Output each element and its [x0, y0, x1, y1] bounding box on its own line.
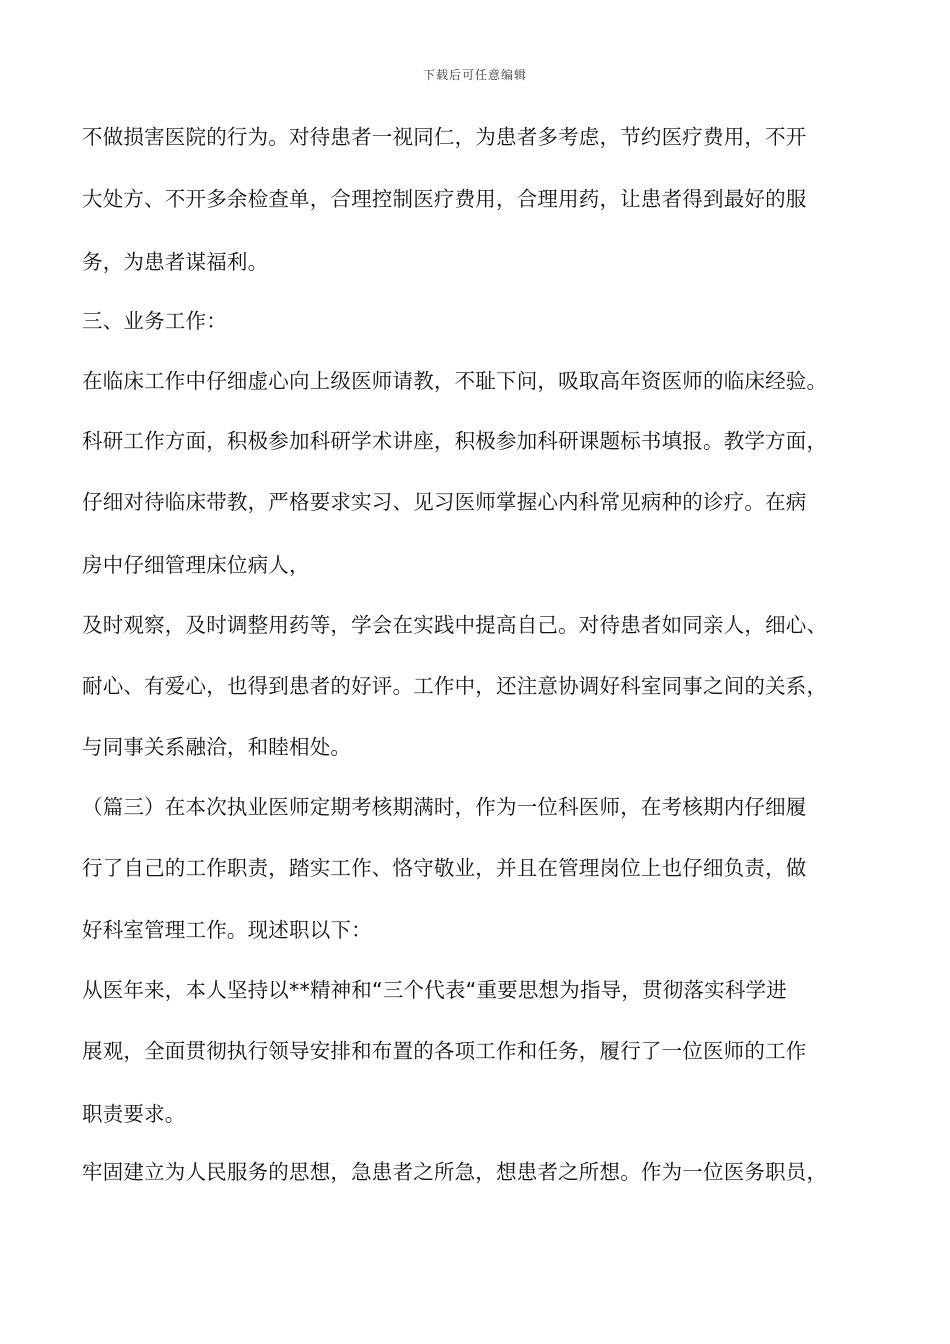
text-line: 在临床工作中仔细虚心向上级医师请教，不耻下问，吸取高年资医师的临床经验。 [82, 369, 828, 393]
text-line: 牢固建立为人民服务的思想，急患者之所急，想患者之所想。作为一位医务职员， [82, 1160, 828, 1184]
text-line: 房中仔细管理床位病人， [82, 553, 310, 577]
text-line: 科研工作方面，积极参加科研学术讲座，积极参加科研课题标书填报。教学方面， [82, 429, 828, 453]
text-line: 展观，全面贯彻执行领导安排和布置的各项工作和任务，履行了一位医师的工作 [82, 1039, 807, 1063]
text-line: 务，为患者谋福利。 [82, 250, 269, 274]
text-line: 耐心、有爱心，也得到患者的好评。工作中，还注意协调好科室同事之间的关系， [82, 674, 828, 698]
text-line: 从医年来，本人坚持以**精神和“三个代表“重要思想为指导，贯彻落实科学进 [82, 978, 787, 1002]
text-line: 及时观察，及时调整用药等，学会在实践中提高自己。对待患者如同亲人，细心、 [82, 613, 828, 637]
text-line: （篇三）在本次执业医师定期考核期满时，作为一位科医师，在考核期内仔细履 [82, 795, 807, 819]
text-line: 仔细对待临床带教，严格要求实习、见习医师掌握心内科常见病种的诊疗。在病 [82, 490, 807, 514]
text-line: 大处方、不开多余检查单，合理控制医疗费用，合理用药，让患者得到最好的服 [82, 187, 807, 211]
text-line: 行了自己的工作职责，踏实工作、恪守敬业，并且在管理岗位上也仔细负责，做 [82, 856, 807, 880]
section-heading: 三、业务工作： [82, 309, 227, 333]
text-line: 职责要求。 [82, 1102, 186, 1126]
text-line: 好科室管理工作。现述职以下： [82, 918, 372, 942]
page-header: 下载后可任意编辑 [422, 68, 527, 82]
text-line: 不做损害医院的行为。对待患者一视同仁，为患者多考虑，节约医疗费用，不开 [82, 125, 807, 149]
text-line: 与同事关系融洽，和睦相处。 [82, 735, 352, 759]
